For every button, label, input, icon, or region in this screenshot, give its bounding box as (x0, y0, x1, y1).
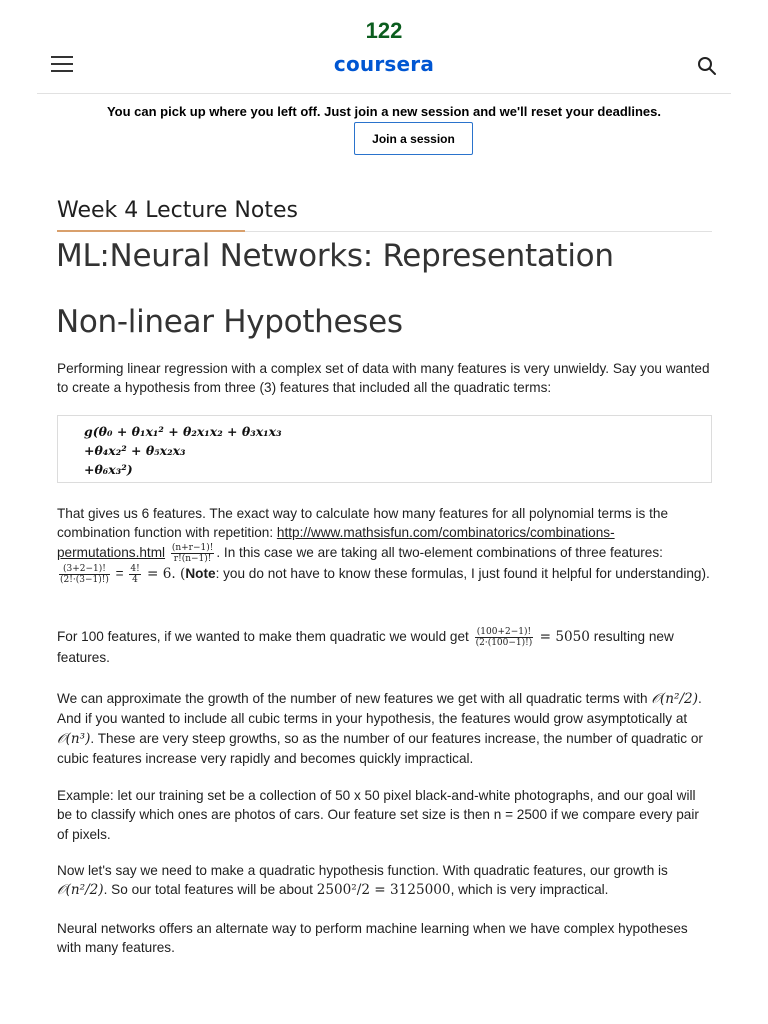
search-icon[interactable] (697, 56, 717, 76)
fraction-example: $\frac{(3+2-1)!}{(2!\cdot(3-1)!)}$ (60, 563, 109, 585)
coursera-logo[interactable]: coursera (333, 52, 435, 76)
paragraph-intro: Performing linear regression with a complex set of data with many features is very unwieldy. Say you wanted to create a hypothesis from three (3) features that included all the quadratic terms: (57, 361, 710, 396)
note-label: Note (185, 565, 216, 581)
paragraph-quadratic: Now let's say we need to make a quadratic hypothesis function. With quadratic features, our growth is 𝒪(n²/2). So our total features will be about 2500²/2 = 3125000, which is very impractical. (57, 863, 668, 899)
equation-line-2: +θ₄x₂² + θ₅x₂x₃ (84, 443, 186, 458)
section-heading: Non-linear Hypotheses (56, 304, 403, 340)
equation-block (57, 415, 712, 483)
title-accent-line (57, 230, 245, 232)
paragraph-example: Example: let our training set be a collection of 50 x 50 pixel black-and-white photographs, and our goal will be to classify which ones are photos of cars. Our feature set size is then n = 2500 if we compare every pair of pixels. (57, 788, 699, 842)
paragraph-neural-networks: Neural networks offers an alternate way to perform machine learning when we have complex hypotheses with many features. (57, 921, 688, 956)
fraction-simplified: $\frac{4!}{4}$ (130, 563, 140, 585)
paragraph-combinations: That gives us 6 features. The exact way to calculate how many features for all polynomial terms is the combination function with repetition: http://www.mathsisfun.com/combinatorics/combinations-permutations.html $\frac{(n+r-1)!}{r!(n-1)!}$ . In this case we are taking all two-element combinations of three features: $\frac{(3+2-1)!}{(2!\cdot(3-1)!)}$ = $\frac{4!}{4}$ = 6. (Note: you do not have to know these formulas, I just found it helpful for understanding). (57, 506, 710, 585)
combination-formula: $\frac{(n+r-1)!}{r!(n-1)!}$ (171, 542, 214, 564)
paragraph-100-features: For 100 features, if we wanted to make them quadratic we would get $\frac{(100+2-1)!}{(2\cdot(100-1)!)}$ = 5050 resulting new features. (57, 627, 674, 665)
combinations-link[interactable]: http://www.mathsisfun.com/combinatorics/combinations-permutations.html (57, 525, 615, 560)
page-counter: 122 (365, 18, 403, 43)
session-banner-message: You can pick up where you left off. Just join a new session and we'll reset your deadlines. (106, 104, 662, 119)
equation-line-3: +θ₆x₃²) (84, 462, 133, 477)
page-heading: ML:Neural Networks: Representation (56, 238, 614, 274)
equation-line-1: g(θ₀ + θ₁x₁² + θ₂x₁x₂ + θ₃x₁x₃ (84, 424, 282, 439)
top-navigation-bar (37, 44, 731, 94)
join-session-button[interactable]: Join a session (354, 122, 473, 155)
fraction-100-features: $\frac{(100+2-1)!}{(2\cdot(100-1)!)}$ (475, 627, 533, 648)
paragraph-growth: We can approximate the growth of the number of new features we get with all quadratic terms with 𝒪(n²/2). And if you wanted to include all cubic terms in your hypothesis, the features would grow asymptotically at 𝒪(n³). These are very steep growths, so as the number of our features increase, the number of quadratic or cubic features increase very rapidly and becomes quickly impractical. (57, 691, 703, 767)
week-title: Week 4 Lecture Notes (57, 198, 298, 223)
